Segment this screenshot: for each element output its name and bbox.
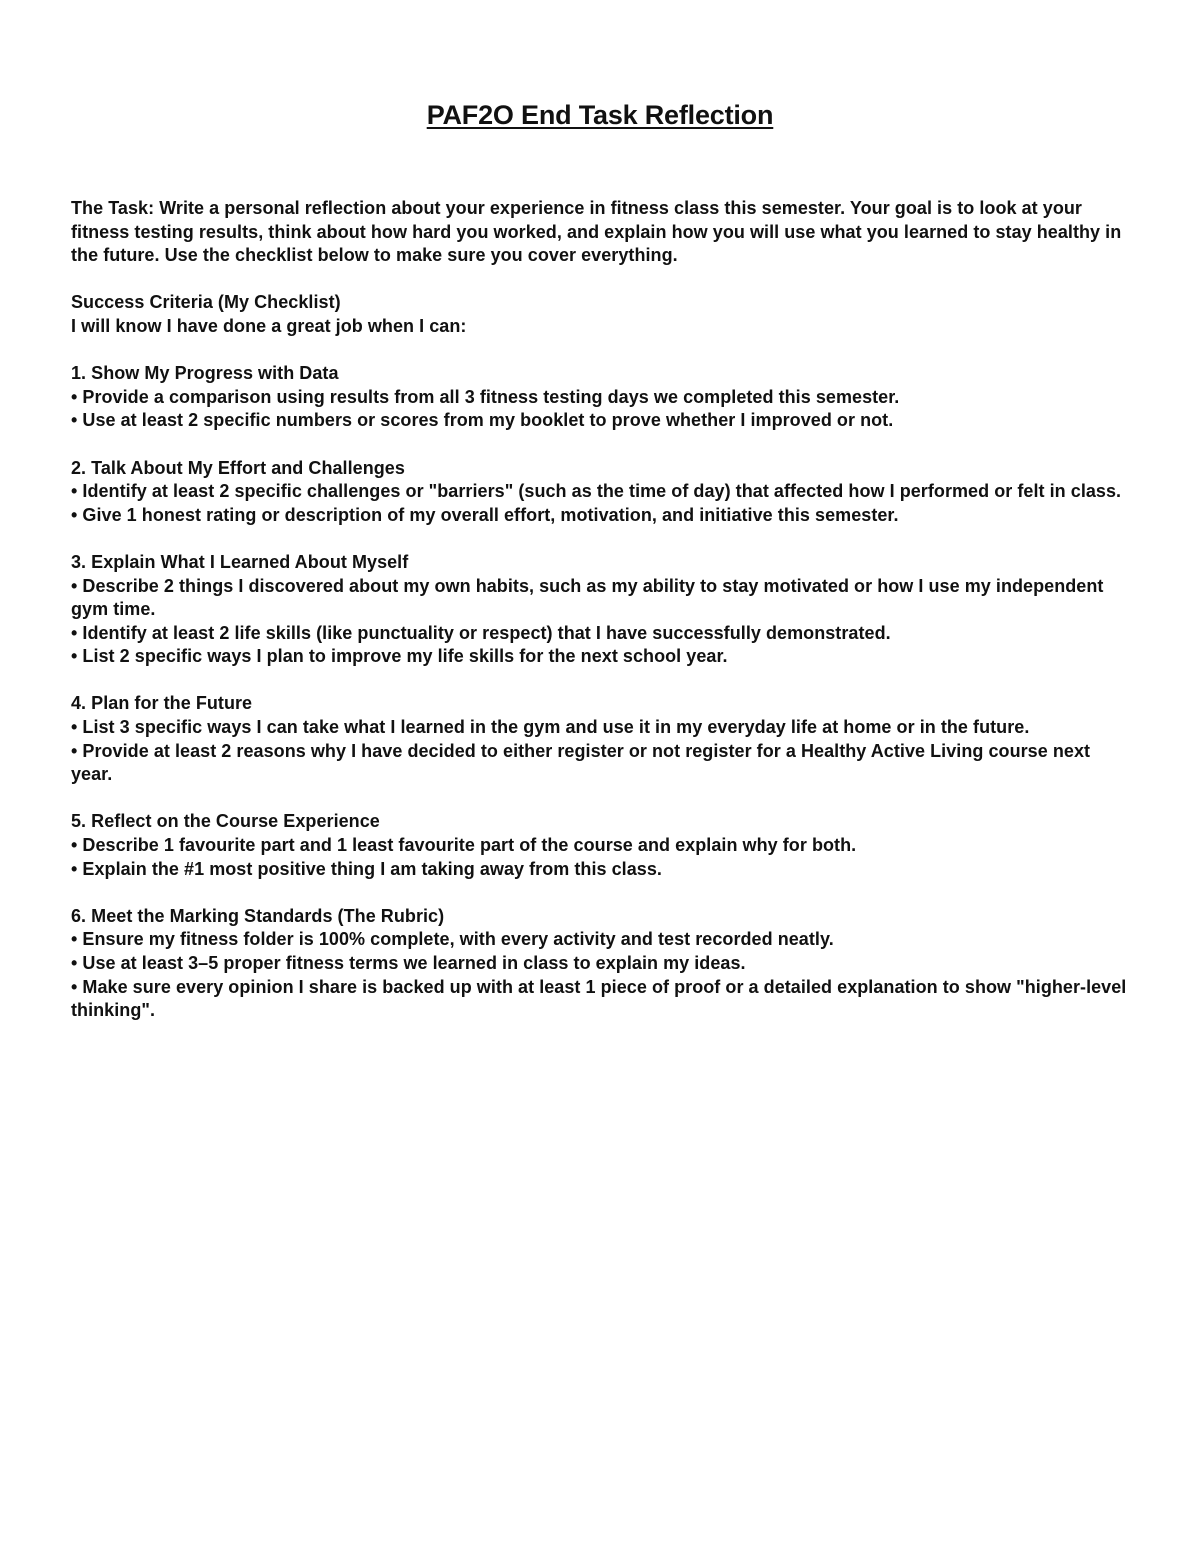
section-6	[71, 905, 1133, 1023]
criteria-intro: I will know I have done a great job when I can:	[71, 315, 467, 336]
checklist-item: • Use at least 3–5 proper fitness terms we learned in class to explain my ideas.	[71, 953, 746, 973]
section-heading: 6. Meet the Marking Standards (The Rubric)	[71, 905, 445, 926]
section-heading: 1. Show My Progress with Data	[71, 363, 339, 384]
checklist-item: • Use at least 2 specific numbers or scores from my booklet to prove whether I improved or not.	[71, 410, 894, 431]
checklist-item: • List 2 specific ways I plan to improve my life skills for the next school year.	[71, 646, 728, 667]
checklist-item: • Explain the #1 most positive thing I am taking away from this class.	[71, 858, 662, 879]
document-body	[71, 197, 1133, 1023]
checklist-item: • Describe 1 favourite part and 1 least favourite part of the course and explain why for both.	[71, 835, 857, 856]
section-5	[71, 810, 1133, 881]
checklist-item: • Identify at least 2 specific challenges or "barriers" (such as the time of day) that affected how I performed or felt in class.	[71, 481, 1122, 502]
task-paragraph: The Task: Write a personal reflection about your experience in fitness class this semester. Your goal is to look at your fitness testing results, think about how hard you worked, and explain how you will use what you learned to stay healthy in the future. Use the checklist below to make sure you cover everything.	[71, 198, 1122, 266]
section-heading: 2. Talk About My Effort and Challenges	[71, 457, 405, 478]
spacer	[71, 268, 1133, 292]
spacer	[71, 433, 1133, 457]
page-title: PAF2O End Task Reflection	[426, 100, 774, 130]
checklist-item: • Provide a comparison using results from all 3 fitness testing days we completed this semester.	[71, 386, 900, 407]
spacer	[71, 669, 1133, 693]
spacer	[71, 527, 1133, 551]
criteria-heading: Success Criteria (My Checklist)	[71, 292, 341, 313]
spacer	[71, 881, 1133, 905]
spacer	[71, 787, 1133, 811]
section-3	[71, 551, 1133, 669]
section-1	[71, 362, 1133, 433]
checklist-item: • Identify at least 2 life skills (like punctuality or respect) that I have successfully demonstrated.	[71, 622, 891, 643]
section-4	[71, 692, 1133, 786]
spacer	[71, 339, 1133, 363]
checklist-item: • Make sure every opinion I share is backed up with at least 1 piece of proof or a detailed explanation to show "higher-level thinking".	[71, 976, 1127, 1021]
checklist-item: • List 3 specific ways I can take what I learned in the gym and use it in my everyday life at home or in the future.	[71, 717, 1030, 738]
section-heading: 3. Explain What I Learned About Myself	[71, 551, 409, 572]
section-heading: 5. Reflect on the Course Experience	[71, 811, 380, 832]
checklist-item: • Describe 2 things I discovered about my own habits, such as my ability to stay motivated or how I use my independent gym time.	[71, 575, 1104, 620]
section-heading: 4. Plan for the Future	[71, 693, 253, 714]
checklist-item: • Provide at least 2 reasons why I have decided to either register or not register for a Healthy Active Living course next year.	[71, 740, 1091, 785]
checklist-item: • Ensure my fitness folder is 100% complete, with every activity and test recorded neatly.	[71, 929, 834, 950]
section-2	[71, 457, 1133, 528]
checklist-item: • Give 1 honest rating or description of my overall effort, motivation, and initiative this semester.	[71, 504, 899, 525]
